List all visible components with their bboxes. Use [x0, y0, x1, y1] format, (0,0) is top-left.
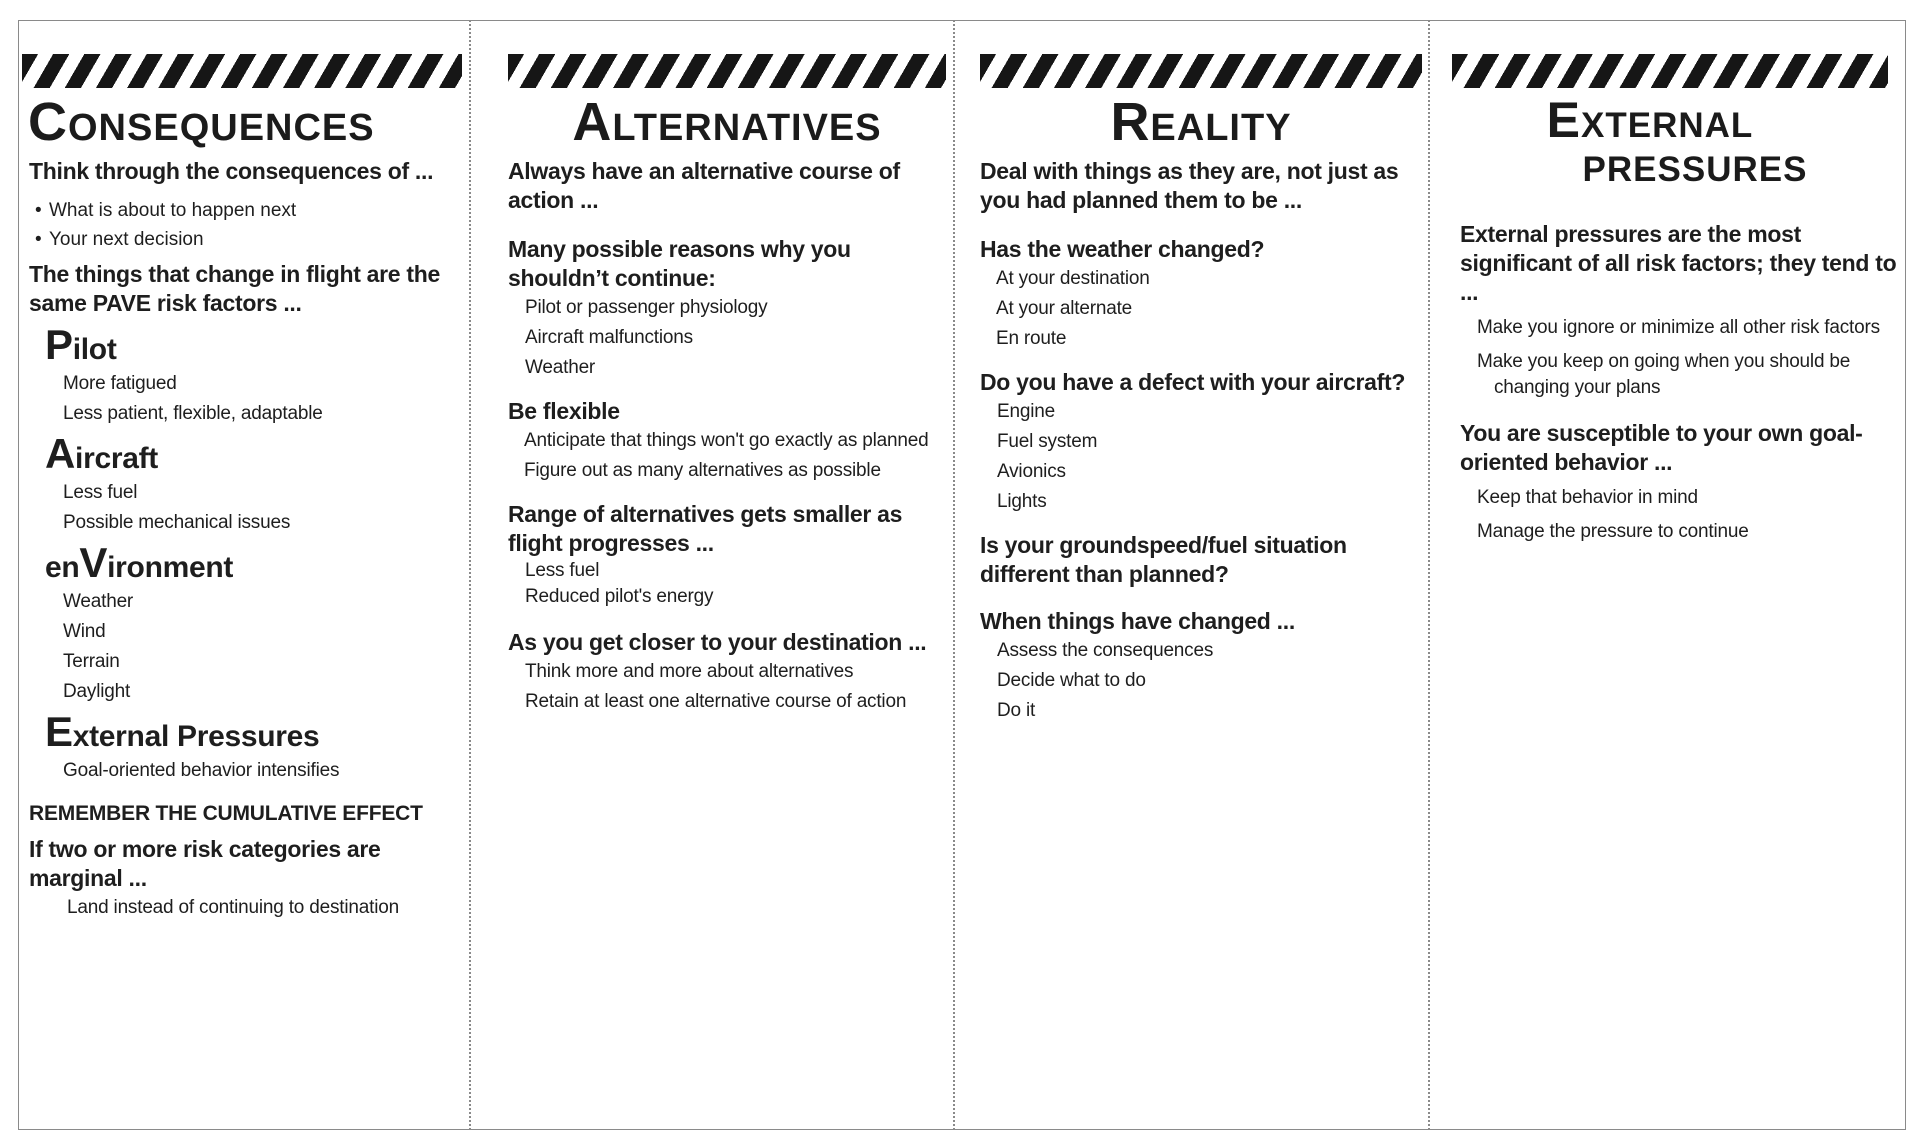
list-item: Decide what to do [997, 669, 1146, 691]
list-item: Fuel system [997, 430, 1098, 452]
panel-consequences [22, 54, 462, 923]
list-item: Daylight [63, 680, 131, 702]
list-item: Retain at least one alternative course of action [525, 690, 907, 712]
list-item: Anticipate that things won't go exactly as planned [524, 429, 929, 451]
list-item: Pilot or passenger physiology [525, 296, 768, 318]
intro-text: Deal with things as they are, not just as you had planned them to be ... [980, 157, 1399, 213]
list-item: Weather [525, 356, 596, 378]
section-heading: Range of alternatives gets smaller as flight progresses ... [508, 500, 903, 556]
hazard-stripes [22, 54, 462, 88]
section-heading: Has the weather changed? [980, 235, 1265, 262]
panel-title [1452, 92, 1888, 192]
panel-reality [980, 54, 1422, 726]
list-item: Weather [63, 590, 134, 612]
list-item: Assess the consequences [997, 639, 1214, 661]
category-pilot: Pilot [45, 320, 117, 368]
intro-text: Always have an alternative course of action ... [508, 157, 900, 213]
panel-external-pressures [1452, 54, 1900, 547]
list-item: Keep that behavior in mind [1477, 487, 1698, 508]
hazard-stripes [980, 54, 1422, 88]
list-item-continuation: changing your plans [1494, 377, 1661, 398]
title-line-2: pressures [1582, 136, 1808, 192]
list-item: Less fuel [525, 559, 600, 581]
list-item: Engine [997, 400, 1055, 422]
list-item: Wind [63, 620, 106, 642]
fold-line-3 [1428, 20, 1430, 1130]
panel-title: Consequences [28, 92, 375, 152]
change-heading: The things that change in flight are the same PAVE risk factors ... [29, 260, 440, 316]
list-item: At your destination [996, 267, 1150, 289]
intro-text: Think through the consequences of ... [29, 157, 434, 184]
section-heading: Many possible reasons why you shouldn’t continue: [508, 235, 851, 291]
panel-title: Alternatives [572, 92, 882, 152]
list-item: Figure out as many alternatives as possible [524, 459, 881, 481]
list-item: Avionics [997, 460, 1066, 482]
section-heading: You are susceptible to your own goal-oriented behavior ... [1460, 420, 1863, 475]
fold-line-1 [469, 20, 471, 1130]
bullet-item: • Your next decision [35, 228, 204, 250]
list-item: At your alternate [996, 297, 1133, 319]
list-item: Do it [997, 699, 1036, 721]
list-item: En route [996, 327, 1067, 349]
list-item: Think more and more about alternatives [525, 660, 854, 682]
list-item: Goal-oriented behavior intensifies [63, 759, 340, 781]
list-item: Lights [997, 490, 1047, 512]
hazard-stripes [508, 54, 946, 88]
category-aircraft: Aircraft [45, 429, 158, 477]
bullet-item: • What is about to happen next [35, 199, 297, 221]
category-environment: enVironment [45, 538, 234, 586]
list-item: Manage the pressure to continue [1477, 521, 1749, 542]
panel-title: Reality [1110, 92, 1292, 152]
list-item: Less patient, flexible, adaptable [63, 402, 323, 424]
list-item: Make you keep on going when you should be [1477, 351, 1851, 372]
list-item: Reduced pilot's energy [525, 585, 714, 607]
remember-heading: REMEMBER THE CUMULATIVE EFFECT [29, 801, 423, 825]
list-item: More fatigued [63, 372, 177, 394]
section-heading: Is your groundspeed/fuel situation different than planned? [980, 531, 1347, 587]
fold-line-2 [953, 20, 955, 1130]
bullet-list [29, 196, 462, 254]
section-heading: Do you have a defect with your aircraft? [980, 368, 1406, 395]
list-item: Possible mechanical issues [63, 511, 291, 533]
list-item: Make you ignore or minimize all other risk factors [1477, 317, 1880, 338]
list-item: Aircraft malfunctions [525, 326, 693, 348]
section-heading: When things have changed ... [980, 607, 1295, 634]
list-item: Less fuel [63, 481, 138, 503]
list-item: Terrain [63, 650, 120, 672]
intro-text: External pressures are the most significant of all risk factors; they tend to ... [1460, 221, 1897, 305]
category-external-pressures: External Pressures [45, 707, 320, 755]
pave-categories [29, 320, 462, 786]
title-line-1: External [1546, 92, 1754, 148]
marginal-heading: If two or more risk categories are marginal ... [29, 835, 381, 891]
panel-alternatives [508, 54, 946, 717]
hazard-stripes [1452, 54, 1888, 88]
section-heading: As you get closer to your destination ... [508, 628, 927, 655]
list-item: Land instead of continuing to destination [67, 896, 399, 918]
section-heading: Be flexible [508, 397, 620, 424]
